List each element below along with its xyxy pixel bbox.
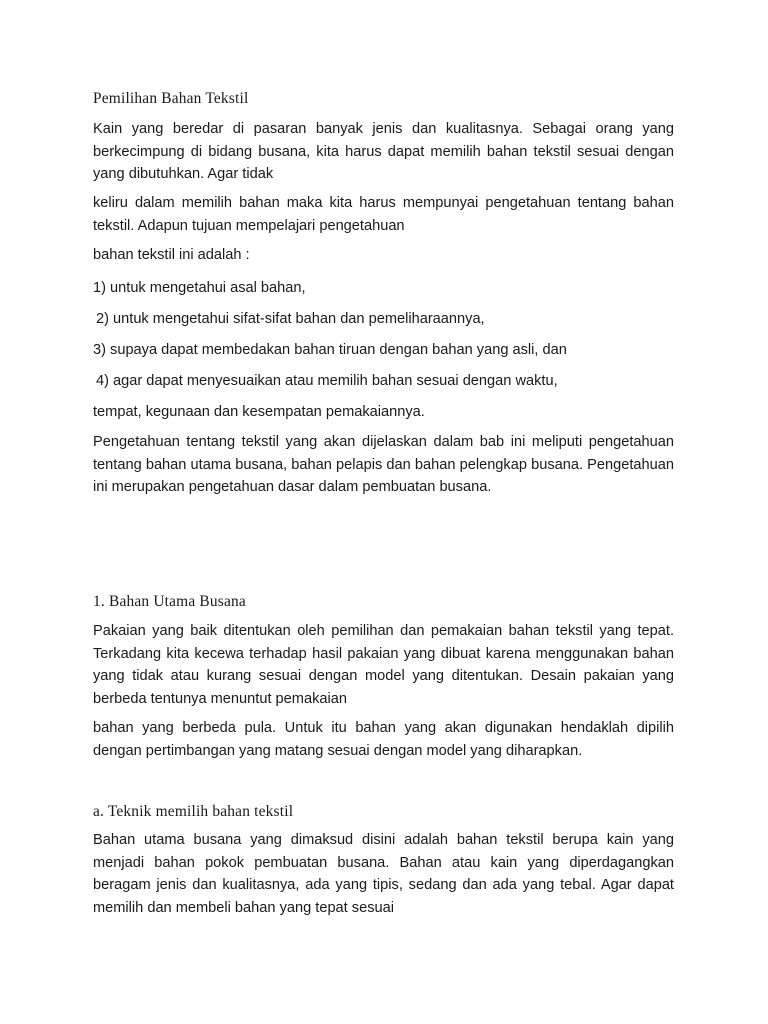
section-a-heading: a. Teknik memilih bahan tekstil: [93, 803, 294, 820]
goal-item-2: 2) untuk mengetahui sifat-sifat bahan dan pemeliharaannya,: [96, 311, 485, 327]
intro-paragraph-2: keliru dalam memilih bahan maka kita harus mempunyai pengetahuan tentang bahan tekstil. Adapun tujuan mempelajari pengetahuan: [93, 195, 674, 234]
section-1-heading: 1. Bahan Utama Busana: [93, 593, 246, 610]
section-1-paragraph-1: Pakaian yang baik ditentukan oleh pemilihan dan pemakaian bahan tekstil yang tepat. Terkadang kita kecewa terhadap hasil pakaian yang dibuat karena menggunakan bahan yang tidak atau kurang sesuai dengan model yang ditentukan. Desain pakaian yang berbeda tentunya menuntut pemakaian: [93, 623, 674, 707]
overview-paragraph: Pengetahuan tentang tekstil yang akan dijelaskan dalam bab ini meliputi pengetahuan tentang bahan utama busana, bahan pelapis dan bahan pelengkap busana. Pengetahuan ini merupakan pengetahuan dasar dalam pembuatan busana.: [93, 434, 674, 495]
page-title: Pemilihan Bahan Tekstil: [93, 90, 249, 107]
section-a-paragraph-1: Bahan utama busana yang dimaksud disini adalah bahan tekstil berupa kain yang menjadi bahan pokok pembuatan busana. Bahan atau kain yang diperdagangkan beragam jenis dan kualitasnya, ada yang tipis, sedang dan ada yang tebal. Agar dapat memilih dan membeli bahan yang tepat sesuai: [93, 832, 674, 916]
intro-paragraph-1: Kain yang beredar di pasaran banyak jenis dan kualitasnya. Sebagai orang yang berkecimpung di bidang busana, kita harus dapat memilih bahan tekstil sesuai dengan yang dibutuhkan. Agar tidak: [93, 121, 674, 182]
goal-item-4-continued: tempat, kegunaan dan kesempatan pemakaiannya.: [93, 404, 425, 420]
intro-paragraph-3: bahan tekstil ini adalah :: [93, 247, 250, 263]
goal-item-4: 4) agar dapat menyesuaikan atau memilih bahan sesuai dengan waktu,: [96, 373, 558, 389]
goal-item-1: 1) untuk mengetahui asal bahan,: [93, 280, 306, 296]
goal-item-3: 3) supaya dapat membedakan bahan tiruan dengan bahan yang asli, dan: [93, 342, 567, 358]
section-1-paragraph-2: bahan yang berbeda pula. Untuk itu bahan yang akan digunakan hendaklah dipilih dengan pertimbangan yang matang sesuai dengan model yang diharapkan.: [93, 720, 674, 759]
